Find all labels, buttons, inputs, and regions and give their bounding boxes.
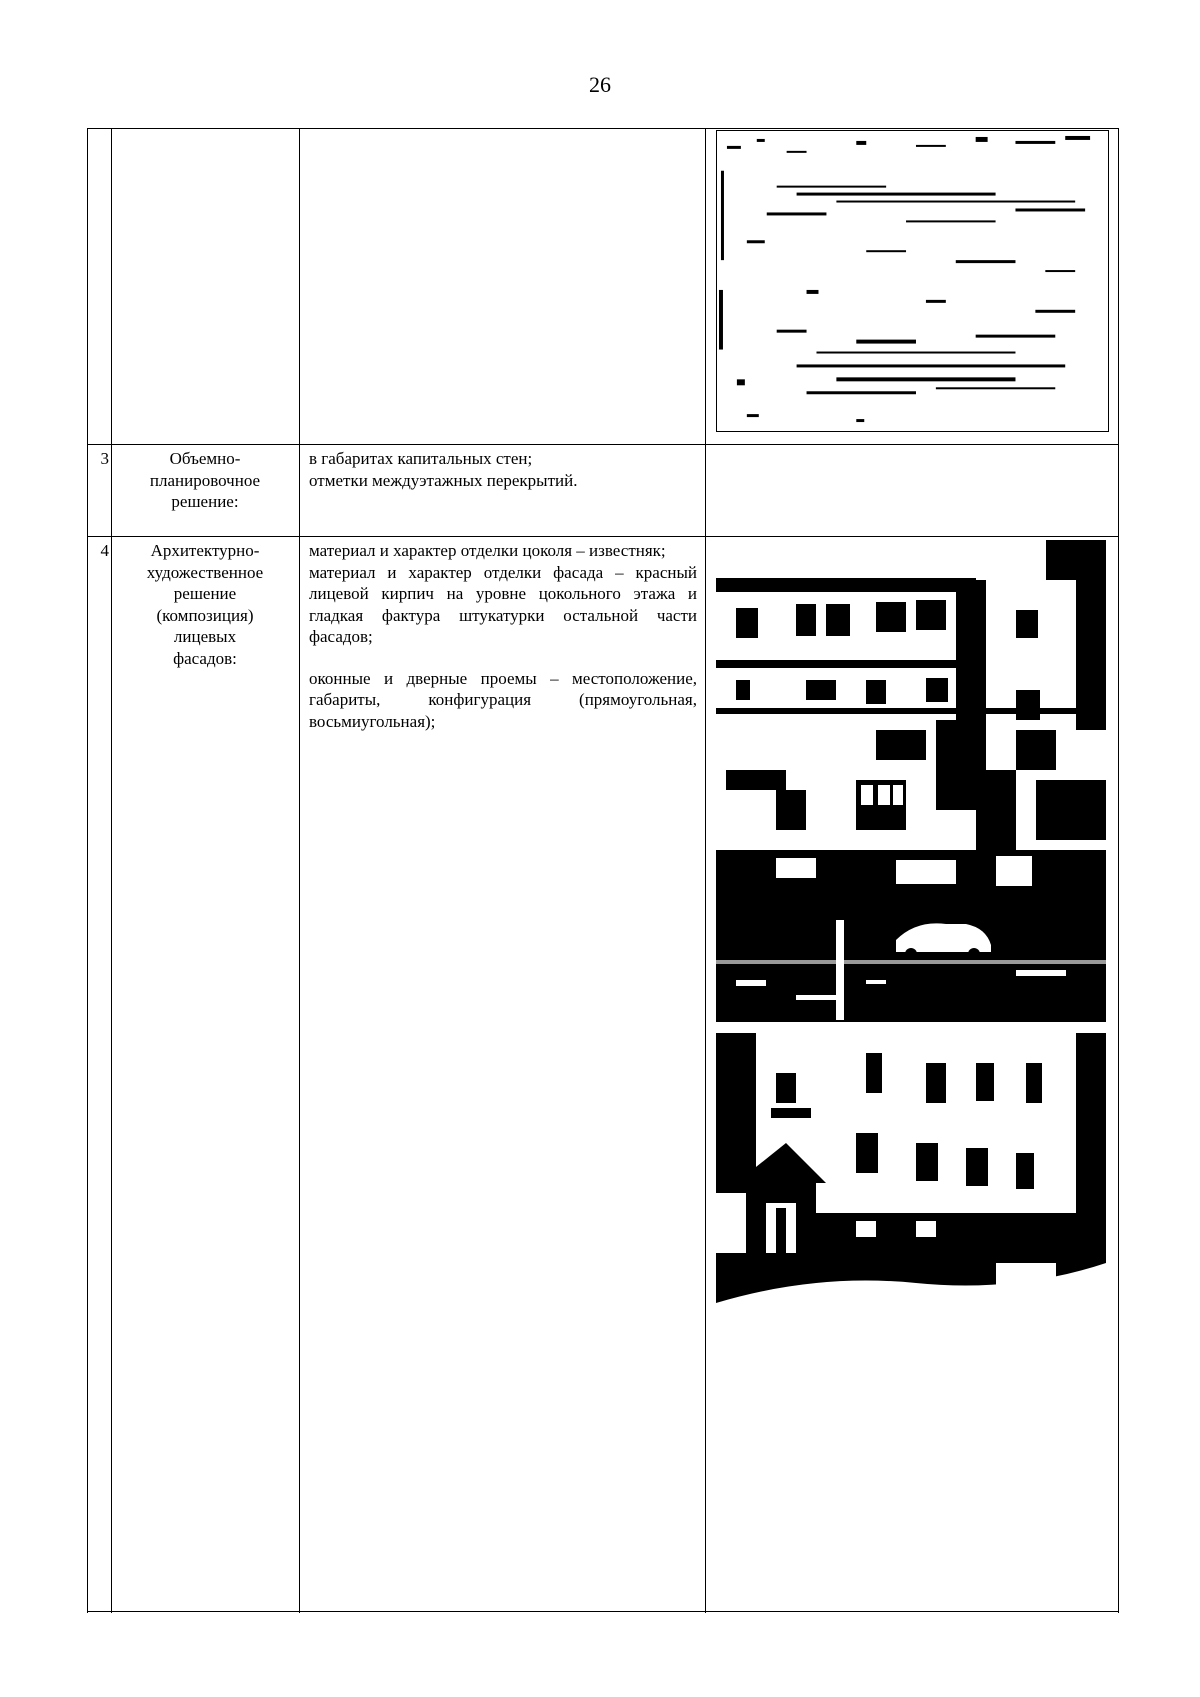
document-table <box>87 128 1119 1613</box>
table-column-divider <box>111 128 112 1613</box>
table-border-right <box>1118 128 1119 1613</box>
table-column-divider <box>705 128 706 1613</box>
interior-photo <box>716 130 1109 432</box>
interior-photo-image <box>717 131 1108 431</box>
description-paragraph: материал и характер отделки цоколя – известняк; <box>309 541 666 560</box>
table-border-top <box>87 128 1119 129</box>
row-description <box>309 540 697 732</box>
row-label: Объемно- планировочное решение: <box>149 449 261 511</box>
table-row-divider <box>87 444 1119 445</box>
table-border-bottom <box>87 1611 1119 1612</box>
facade-entrance-photo <box>716 1033 1106 1323</box>
facade-photo <box>716 540 1106 1022</box>
facade-entrance-photo-image <box>716 1033 1106 1323</box>
row-description <box>309 448 697 491</box>
page-number: 26 <box>589 72 611 97</box>
description-paragraph: в габаритах капитальных стен; отметки междуэтажных перекрытий. <box>309 449 578 490</box>
table-column-divider <box>299 128 300 1613</box>
description-paragraph: материал и характер отделки фасада – красный лицевой кирпич на уровне цокольного этажа и гладкая фактура штукатурки остальной части фасадов; <box>309 562 697 646</box>
table-border-left <box>87 128 88 1613</box>
facade-photo-image <box>716 540 1106 1022</box>
description-paragraph: оконные и дверные проемы – местоположение, габариты, конфигурация (прямоугольная, восьмиугольная); <box>309 668 697 731</box>
table-row-divider <box>87 536 1119 537</box>
row-number: 4 <box>100 541 109 560</box>
row-label: Архитектурно- художественное решение (композиция) лицевых фасадов: <box>146 541 264 668</box>
row-number: 3 <box>100 449 109 468</box>
